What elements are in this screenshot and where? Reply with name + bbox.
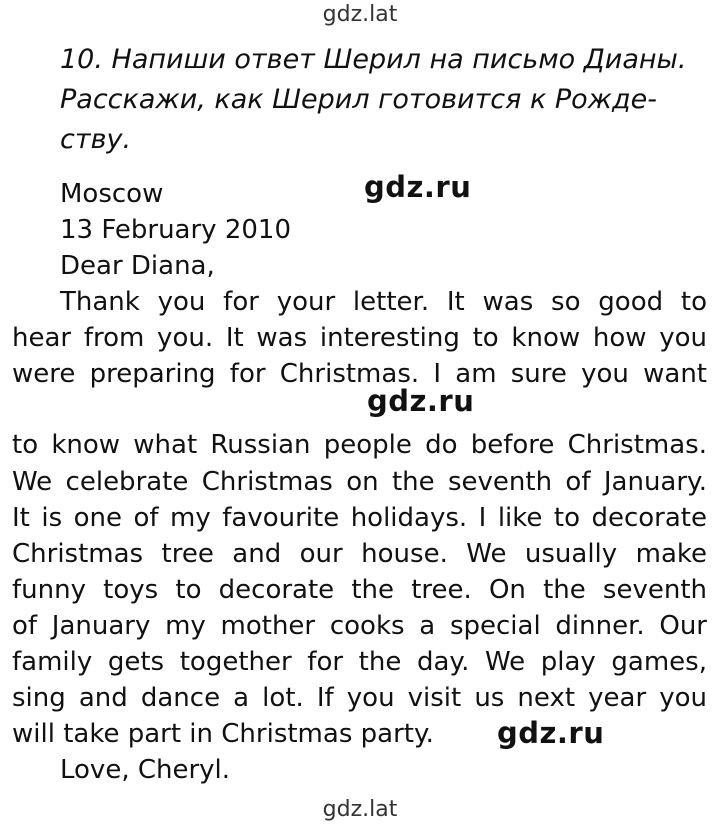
letter-greeting: Dear Diana,	[60, 251, 215, 281]
letter-place: Moscow	[60, 179, 164, 209]
task-line: Расскажи, как Шерил готовится к Рожде-	[60, 84, 658, 115]
task-line: 10. Напиши ответ Шерил на письмо Дианы.	[60, 44, 687, 75]
watermark-stamp: gdz.ru	[497, 716, 605, 750]
letter-signature: Love, Cheryl.	[60, 755, 231, 785]
letter-line: were preparing for Christmas. I am sure you want	[12, 359, 707, 389]
watermark-bottom: gdz.lat	[322, 797, 398, 822]
watermark-top: gdz.lat	[322, 2, 398, 27]
letter-line: It is one of my favourite holidays. I like to decorate	[12, 503, 707, 533]
watermark-stamp: gdz.ru	[364, 170, 472, 204]
watermark-stamp: gdz.ru	[367, 384, 475, 418]
task-line: ству.	[60, 124, 132, 155]
letter-line: to know what Russian people do before Christmas.	[12, 430, 707, 460]
letter-line: sing and dance a lot. If you visit us next year you	[12, 683, 707, 713]
letter-line: We celebrate Christmas on the seventh of January.	[12, 467, 707, 497]
letter-line: funny toys to decorate the tree. On the seventh	[12, 575, 707, 605]
letter-line: will take part in Christmas party.	[12, 719, 434, 749]
letter-line: of January my mother cooks a special dinner. Our	[12, 611, 707, 641]
letter-date: 13 February 2010	[60, 215, 291, 245]
task-instruction	[60, 40, 710, 160]
letter-line: family gets together for the day. We play games,	[12, 647, 707, 677]
letter-line: Christmas tree and our house. We usually make	[12, 539, 707, 569]
letter-line: Thank you for your letter. It was so good to	[60, 287, 707, 317]
letter-line: hear from you. It was interesting to know how you	[12, 323, 707, 353]
